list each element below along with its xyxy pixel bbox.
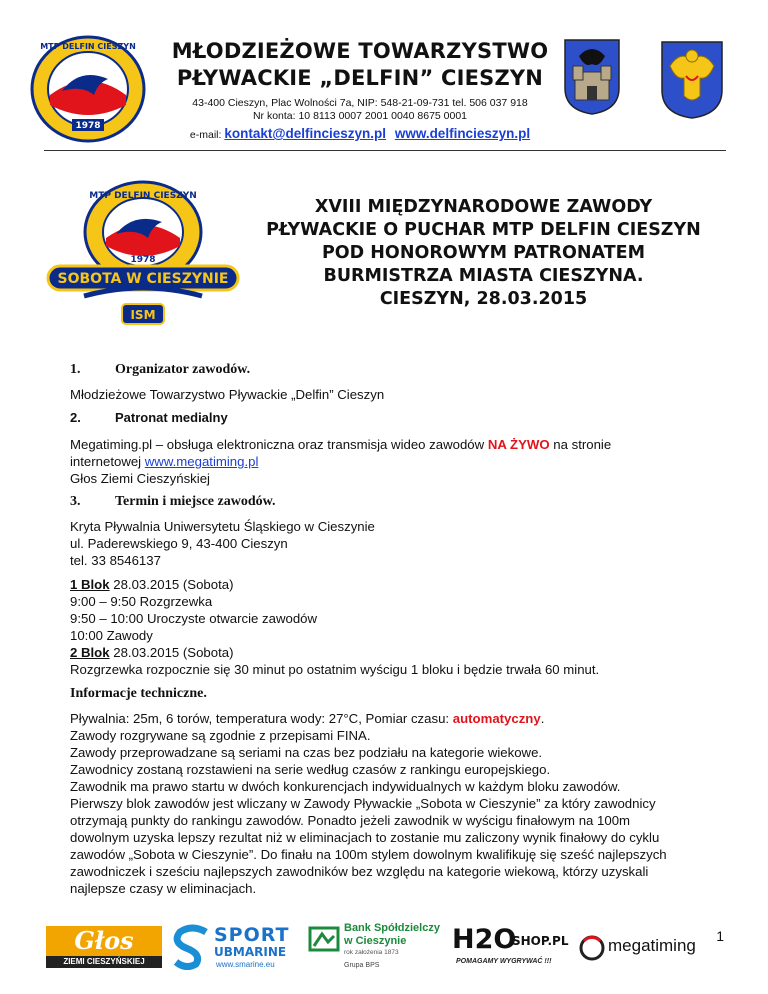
tech-pool-end: . — [540, 711, 545, 726]
tech-line-5: Zawodnik ma prawo startu w dwóch konkurencjach indywidualnych w każdym bloku zawodów. — [70, 779, 621, 794]
tech-info-heading: Informacje techniczne. — [70, 686, 207, 701]
media-text-a: Megatiming.pl – obsługa elektroniczna oraz transmisja wideo zawodów — [70, 437, 488, 452]
event-logo-year: 1978 — [130, 255, 156, 265]
section-1-title: Organizator zawodów. — [115, 362, 251, 377]
tech-info-text — [70, 710, 760, 897]
cieszyn-coat-of-arms — [563, 38, 621, 116]
event-title-line3: POD HONOROWYM PATRONATEM — [321, 243, 646, 263]
media-text-b: na stronie — [549, 437, 612, 452]
bank-name-2: w Cieszynie — [344, 935, 407, 947]
blok-1-label: 1 Blok — [70, 577, 110, 592]
bank-group: Grupa BPS — [344, 962, 380, 969]
media-text-c: internetowej — [70, 454, 145, 469]
club-name-line1: MŁODZIEŻOWE TOWARZYSTWO — [171, 39, 549, 63]
submarine-s-icon — [172, 924, 212, 970]
section-3-number: 3. — [70, 494, 81, 509]
venue-address: ul. Paderewskiego 9, 43-400 Cieszyn — [70, 536, 288, 551]
logo-ring-text: MTP DELFIN CIESZYN — [40, 42, 136, 51]
section-2-heading — [0, 410, 768, 428]
sponsor-h2oshop[interactable] — [452, 924, 570, 972]
event-logo-ring-text: MTP DELFIN CIESZYN — [89, 191, 197, 201]
tech-line-7: otrzymają punkty do rankingu zawodów. Ponadto jeżeli zawodnik w wyścigu finałowym na 100m — [70, 813, 631, 828]
tech-line-2: Zawody rozgrywane są zgodnie z przepisami FINA. — [70, 728, 371, 743]
sponsor-glos[interactable] — [46, 926, 162, 972]
club-address: 43-400 Cieszyn, Plac Wolności 7a, NIP: 548-21-09-731 tel. 506 037 918 — [192, 97, 528, 109]
ism-mark: ISM — [130, 308, 156, 322]
page-number: 1 — [716, 928, 724, 944]
megatiming-wordmark: megatiming — [608, 936, 696, 955]
tech-line-3: Zawody przeprowadzane są seriami na czas bez podziału na kategorie wiekowe. — [70, 745, 543, 760]
blok-2-text: Rozgrzewka rozpocznie się 30 minut po ostatnim wyścigu 1 bloku i będzie trwała 60 minut. — [70, 662, 600, 677]
event-title-line2: PŁYWACKIE O PUCHAR MTP DELFIN CIESZYN — [266, 220, 701, 240]
bank-founded: rok założenia 1873 — [344, 949, 399, 956]
shop-wordmark: SHOP.PL — [512, 934, 569, 948]
section-1-number: 1. — [70, 362, 81, 377]
header-divider — [44, 150, 726, 151]
event-logo-badge: SOBOTA W CIESZYNIE — [57, 271, 229, 287]
event-title — [236, 196, 731, 311]
schedule-opening: 9:50 – 10:00 Uroczyste otwarcie zawodów — [70, 611, 318, 626]
website-link[interactable]: www.delfincieszyn.pl — [394, 126, 531, 141]
venue-name: Kryta Pływalnia Uniwersytetu Śląskiego w Cieszynie — [70, 519, 375, 534]
sponsor-megatiming[interactable] — [578, 930, 706, 966]
tech-line-11: najlepsze czasy w eliminacjach. — [70, 881, 257, 896]
section-1-heading — [0, 362, 768, 380]
logo-year: 1978 — [75, 121, 101, 131]
contact-line — [150, 126, 570, 141]
tech-line-8: dowolnym uzyska lepszy rezultat niż w eliminacjach to zostanie mu zaliczony wynik finałowy do cyklu — [70, 830, 660, 845]
event-title-line5: CIESZYN, 28.03.2015 — [379, 289, 588, 309]
section-1-text: Młodzieżowe Towarzystwo Pływackie „Delfin” Cieszyn — [70, 387, 385, 402]
submarine-url: www.smarine.eu — [216, 960, 275, 969]
bank-name-1: Bank Spółdzielczy — [344, 922, 440, 934]
tech-line-10: zawodniczek i sześciu najlepszych zawodników bez względu na kategorie wiekową, którzy uzyskali — [70, 864, 649, 879]
blok-2-date: 28.03.2015 (Sobota) — [109, 645, 234, 660]
tech-line-9: zawodów „Sobota w Cieszynie”. Do finału na 100m stylem dowolnym kwalifikuję się sześć najlepszych — [70, 847, 667, 862]
blok-1-date: 28.03.2015 (Sobota) — [109, 577, 234, 592]
live-label: NA ŻYWO — [487, 437, 550, 452]
silesia-eagle-coat-of-arms — [660, 40, 724, 120]
schedule-block — [70, 576, 760, 678]
delfin-club-logo — [28, 33, 148, 145]
club-name-line2: PŁYWACKIE „DELFIN” CIESZYN — [176, 66, 544, 90]
tech-pool-info: Pływalnia: 25m, 6 torów, temperatura wody: 27°C, Pomiar czasu: — [70, 711, 453, 726]
sobota-w-cieszynie-logo — [44, 180, 242, 330]
event-title-line4: BURMISTRZA MIASTA CIESZYNA. — [323, 266, 644, 286]
email-label: e-mail: — [189, 129, 222, 141]
glos-subtitle: ZIEMI CIESZYŃSKIEJ — [46, 956, 162, 968]
sponsor-bank-spoldzielczy[interactable] — [308, 920, 446, 974]
section-2-title: Patronat medialny — [115, 410, 228, 425]
h2o-slogan: POMAGAMY WYGRYWAĆ !!! — [456, 958, 552, 965]
section-2-number: 2. — [70, 410, 81, 425]
venue-phone: tel. 33 8546137 — [70, 553, 161, 568]
email-link[interactable]: kontakt@delfincieszyn.pl — [224, 126, 387, 141]
sport-wordmark: SPORT — [214, 924, 290, 946]
megatiming-link[interactable]: www.megatiming.pl — [144, 454, 259, 469]
bank-logo-icon — [308, 926, 340, 954]
submarine-wordmark: UBMARINE — [214, 945, 287, 959]
glos-wordmark: Głos — [46, 926, 162, 956]
tech-line-4: Zawodnicy zostaną rozstawieni na serie według czasów z rankingu europejskiego. — [70, 762, 551, 777]
club-name — [150, 38, 570, 92]
schedule-competition: 10:00 Zawody — [70, 628, 153, 643]
timing-automatic: automatyczny — [452, 711, 541, 726]
tech-line-6: Pierwszy blok zawodów jest wliczany w Zawody Pływackie „Sobota w Cieszynie” za który zawodnicy — [70, 796, 656, 811]
section-2-text — [70, 436, 740, 487]
megatiming-ring-icon — [578, 934, 606, 962]
event-title-line1: XVIII MIĘDZYNARODOWE ZAWODY — [314, 197, 653, 217]
media-text-d: Głos Ziemi Cieszyńskiej — [70, 471, 210, 486]
schedule-warmup: 9:00 – 9:50 Rozgrzewka — [70, 594, 213, 609]
sponsor-sport-submarine[interactable] — [172, 922, 300, 972]
h2o-wordmark: H2O — [452, 924, 517, 955]
club-account: Nr konta: 10 8113 0007 2001 0040 8675 0001 — [252, 110, 468, 122]
venue-block — [70, 518, 740, 569]
section-3-title: Termin i miejsce zawodów. — [115, 494, 276, 509]
blok-2-label: 2 Blok — [70, 645, 110, 660]
section-3-heading — [0, 494, 768, 512]
